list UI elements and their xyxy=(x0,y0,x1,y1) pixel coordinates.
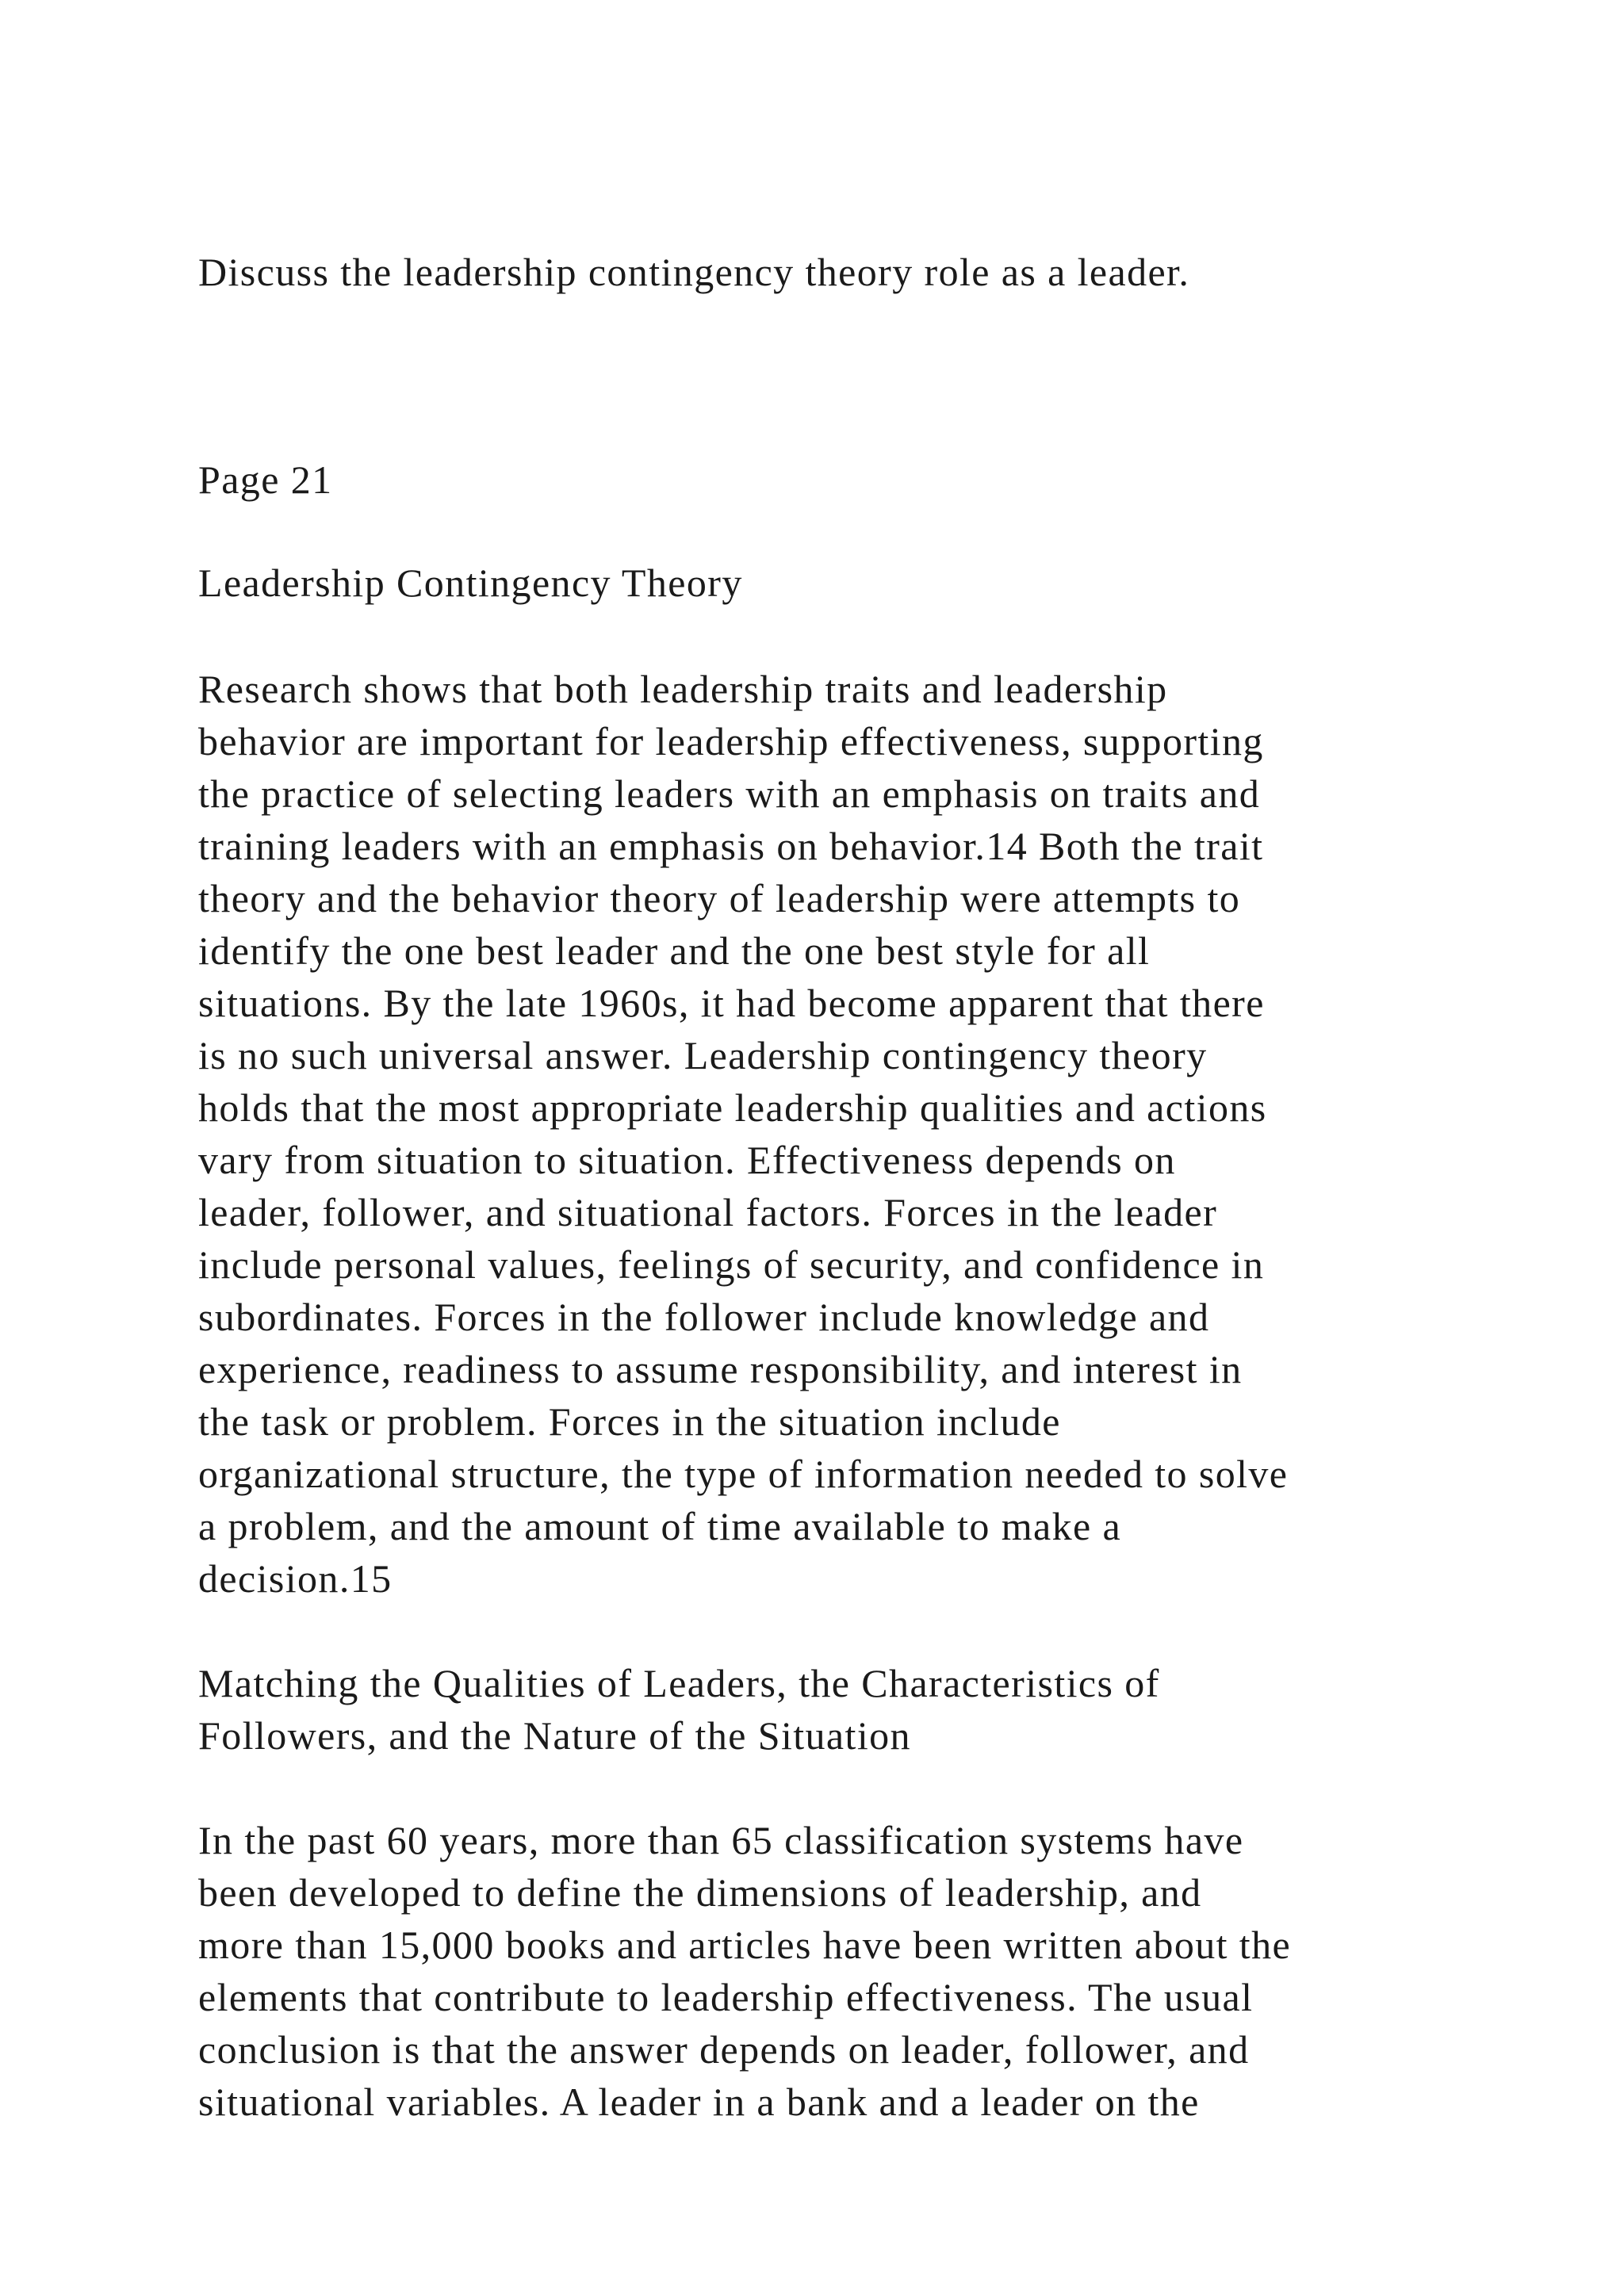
body-paragraph: Research shows that both leadership traits and leadership behavior are important for leadership effectiveness, supporting the practice of selecting leaders with an emphasis on traits and training leaders with an emphasis on behavior.14 Both the trait theory and the behavior theory of leadership were attempts to identify the one best leader and the one best style for all situations. By the late 1960s, it had become apparent that there is no such universal answer. Leadership contingency theory holds that the most appropriate leadership qualities and actions vary from situation to situation. Effectiveness depends on leader, follower, and situational factors. Forces in the leader include personal values, feelings of security, and confidence in subordinates. Forces in the follower include knowledge and experience, readiness to assume responsibility, and interest in the task or problem. Forces in the situation include organizational structure, the type of information needed to solve a problem, and the amount of time available to make a decision.15 xyxy=(198,667,1289,1601)
page-number: Page 21 xyxy=(198,457,333,502)
body-paragraph: In the past 60 years, more than 65 classification systems have been developed to define the dimensions of leadership, and more than 15,000 books and articles have been written about the elements that contribute to leadership effectiveness. The usual conclusion is that the answer depends on leader, follower, and situational variables. A leader in a bank and a leader on the xyxy=(198,1818,1292,2124)
subsection-heading: Matching the Qualities of Leaders, the Characteristics of Followers, and the Nature of the Situation xyxy=(198,1661,1160,1758)
document-page xyxy=(198,246,1507,2128)
section-heading: Leadership Contingency Theory xyxy=(198,561,743,605)
question-text: Discuss the leadership contingency theory role as a leader. xyxy=(198,250,1190,294)
